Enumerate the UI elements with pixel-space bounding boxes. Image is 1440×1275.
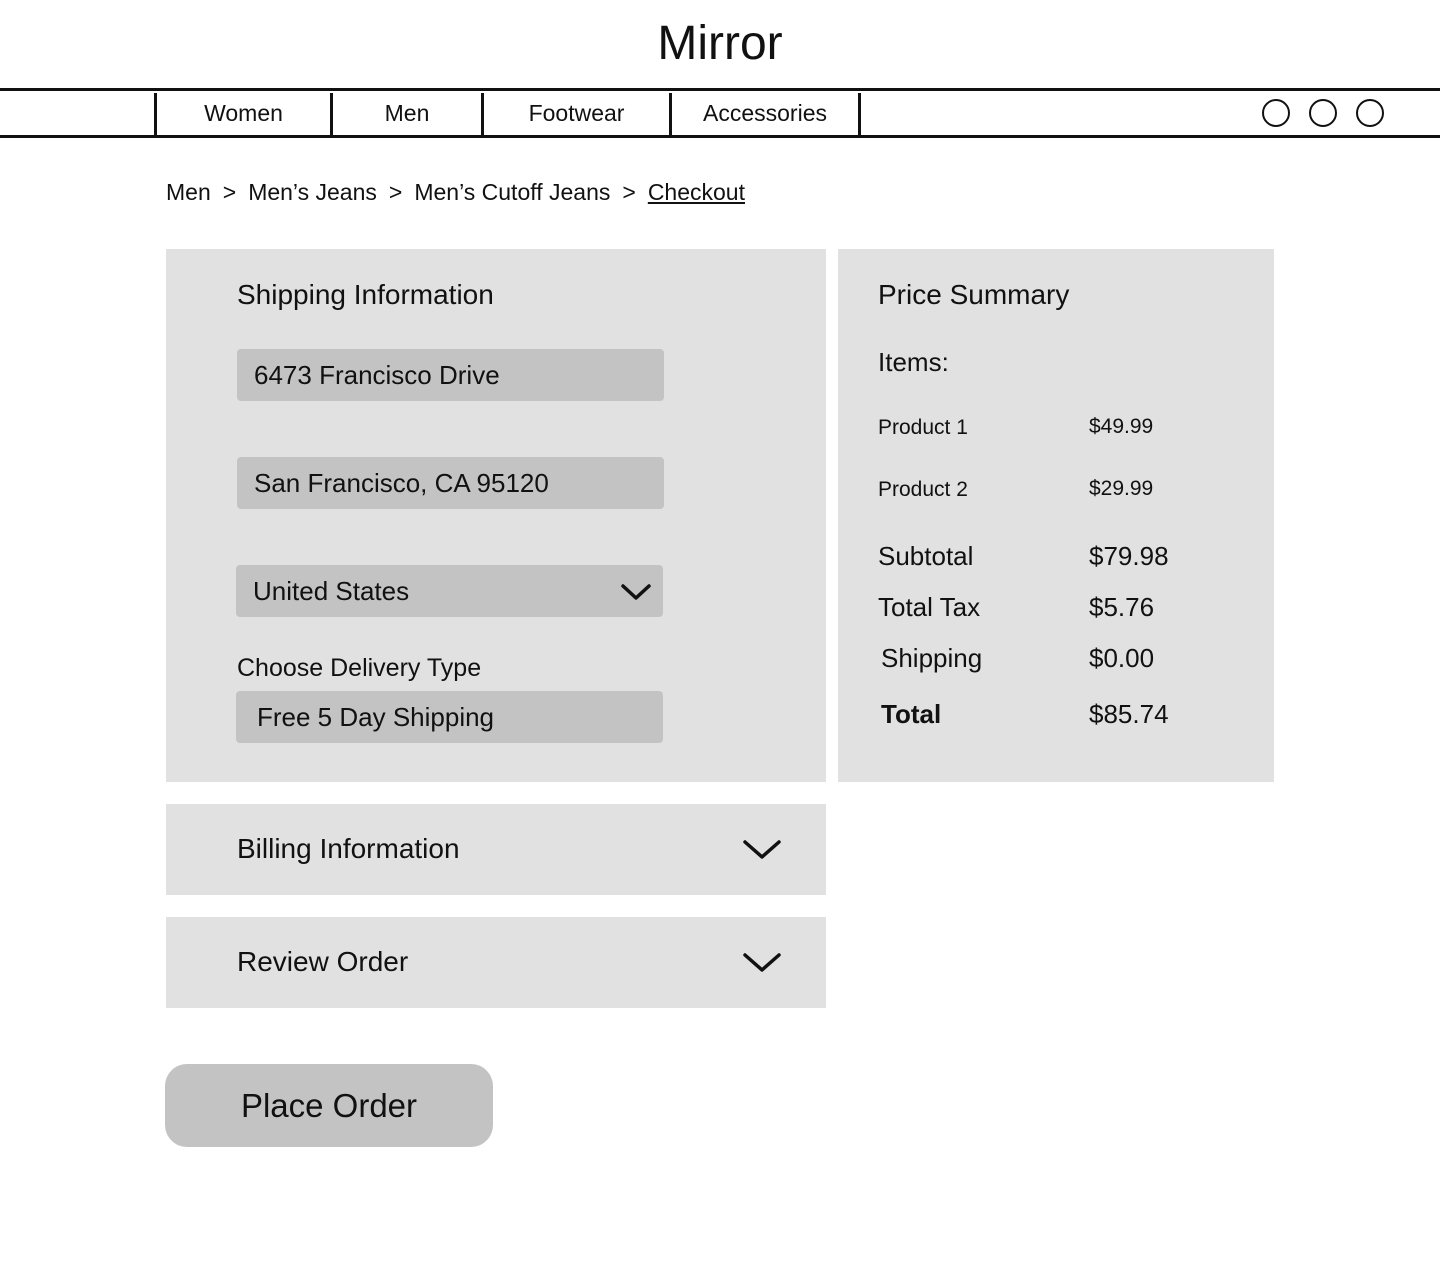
- subtotal-label: Subtotal: [878, 541, 974, 571]
- breadcrumb: [166, 176, 745, 208]
- breadcrumb-checkout[interactable]: Checkout: [647, 179, 745, 205]
- items-label: Items:: [878, 347, 949, 377]
- nav-item-women[interactable]: Women: [204, 100, 283, 126]
- chevron-down-icon: [621, 584, 651, 601]
- breadcrumb-separator: >: [622, 179, 636, 205]
- price-summary-panel: [838, 249, 1274, 782]
- country-value: United States: [253, 576, 410, 606]
- review-order-title: Review Order: [237, 946, 409, 977]
- breadcrumb-men[interactable]: Men: [166, 179, 211, 205]
- tax-label: Total Tax: [878, 592, 981, 622]
- breadcrumb-separator: >: [222, 179, 237, 205]
- total-label: Total: [881, 699, 942, 729]
- address-line2-input[interactable]: San Francisco, CA 95120: [237, 457, 664, 509]
- product-price: $49.99: [1089, 415, 1154, 438]
- billing-information-accordion[interactable]: [166, 804, 826, 895]
- circle-icon[interactable]: [1309, 99, 1337, 127]
- tax-value: $5.76: [1089, 592, 1155, 622]
- circle-icon[interactable]: [1356, 99, 1384, 127]
- chevron-down-icon: [742, 952, 782, 974]
- price-summary-title: Price Summary: [878, 279, 1070, 310]
- nav-item-footwear[interactable]: Footwear: [528, 100, 625, 126]
- shipping-panel: [166, 249, 826, 782]
- breadcrumb-mens-jeans[interactable]: Men’s Jeans: [248, 179, 377, 205]
- review-order-accordion[interactable]: [166, 917, 826, 1008]
- nav-divider: [858, 93, 861, 135]
- brand-logo[interactable]: Mirror: [657, 17, 783, 70]
- chevron-down-icon: [742, 839, 782, 861]
- circle-icon[interactable]: [1262, 99, 1290, 127]
- breadcrumb-mens-cutoff-jeans[interactable]: Men’s Cutoff Jeans: [414, 179, 611, 205]
- total-value: $85.74: [1089, 699, 1169, 729]
- shipping-cost-value: $0.00: [1089, 643, 1155, 673]
- delivery-type-label: Choose Delivery Type: [237, 654, 482, 682]
- delivery-type-select[interactable]: Free 5 Day Shipping: [236, 691, 663, 743]
- billing-information-title: Billing Information: [237, 833, 460, 864]
- country-select[interactable]: [236, 565, 663, 617]
- nav-item-accessories[interactable]: Accessories: [703, 100, 827, 126]
- place-order-button[interactable]: Place Order: [165, 1064, 493, 1147]
- main-nav: [0, 88, 1440, 138]
- nav-item-men[interactable]: Men: [384, 100, 430, 126]
- subtotal-value: $79.98: [1089, 541, 1169, 571]
- shipping-cost-label: Shipping: [881, 643, 983, 673]
- product-name: Product 2: [878, 478, 968, 501]
- shipping-title: Shipping Information: [237, 279, 494, 310]
- product-name: Product 1: [878, 416, 968, 439]
- breadcrumb-separator: >: [388, 179, 403, 205]
- product-price: $29.99: [1089, 477, 1154, 500]
- address-line1-input[interactable]: 6473 Francisco Drive: [237, 349, 664, 401]
